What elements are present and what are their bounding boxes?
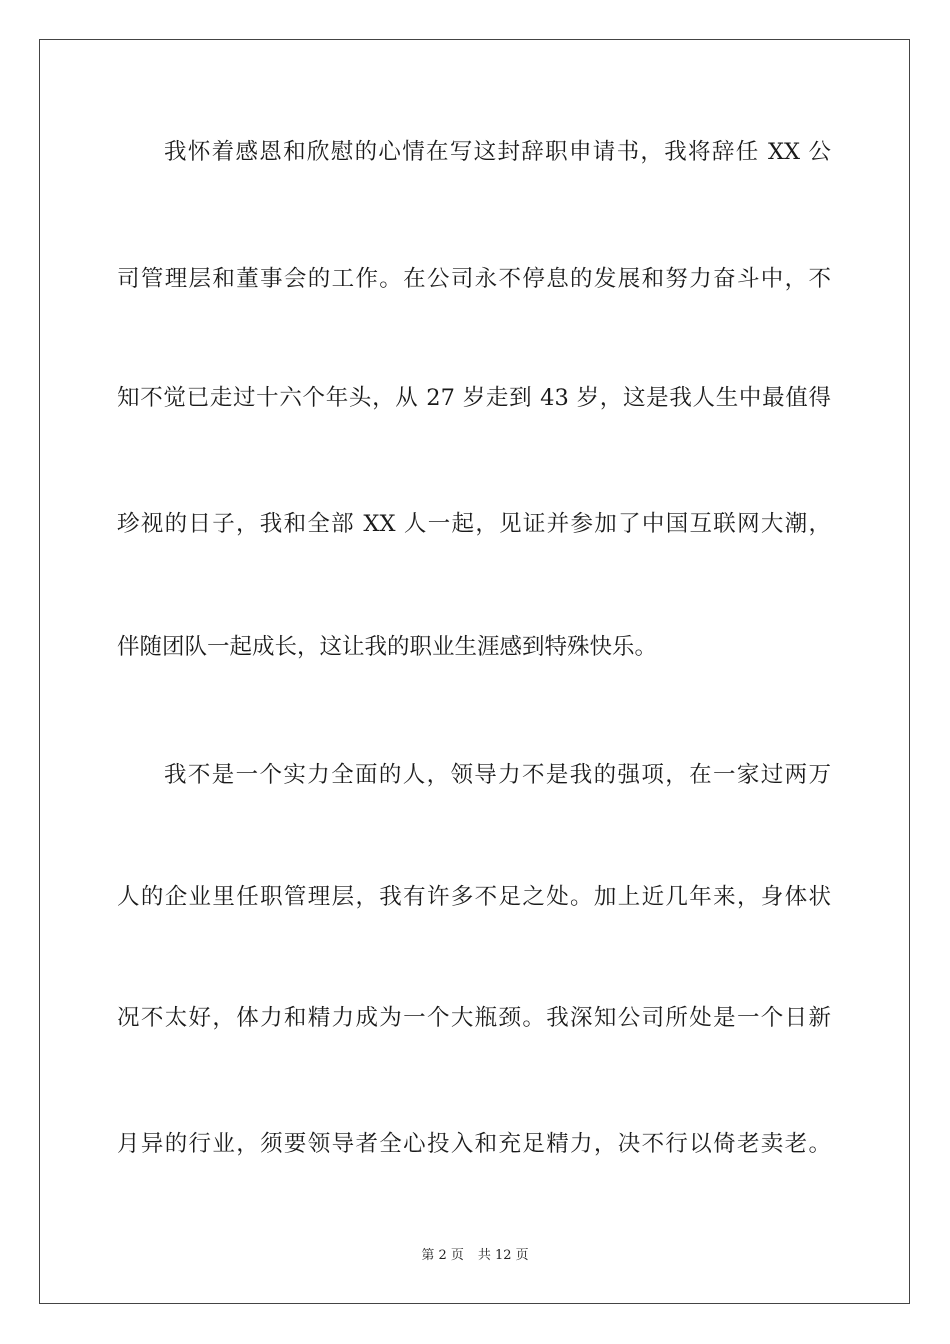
- paragraph-2-line-2: 人的企业里任职管理层，我有许多不足之处。加上近几年来，身体状: [117, 884, 831, 910]
- page-total: 共 12 页: [477, 1248, 529, 1263]
- paragraph-2-line-1: 我不是一个实力全面的人，领导力不是我的强项，在一家过两万: [164, 762, 831, 788]
- paragraph-2-line-3: 况不太好，体力和精力成为一个大瓶颈。我深知公司所处是一个日新: [117, 1005, 831, 1031]
- paragraph-1-line-1: 我怀着感恩和欣慰的心情在写这封辞职申请书，我将辞任 XX 公: [164, 139, 831, 165]
- paragraph-1-line-2: 司管理层和董事会的工作。在公司永不停息的发展和努力奋斗中，不: [117, 266, 831, 292]
- page-number: 第 2 页: [421, 1248, 464, 1263]
- page-footer: [0, 1247, 950, 1265]
- page-border: [39, 39, 910, 1304]
- paragraph-1-line-4: 珍视的日子，我和全部 XX 人一起，见证并参加了中国互联网大潮，: [117, 511, 831, 537]
- paragraph-2-line-4: 月异的行业，须要领导者全心投入和充足精力，决不行以倚老卖老。: [117, 1131, 831, 1157]
- paragraph-1-line-5: 伴随团队一起成长，这让我的职业生涯感到特殊快乐。: [117, 634, 658, 660]
- paragraph-1-line-3: 知不觉已走过十六个年头，从 27 岁走到 43 岁，这是我人生中最值得: [117, 385, 831, 411]
